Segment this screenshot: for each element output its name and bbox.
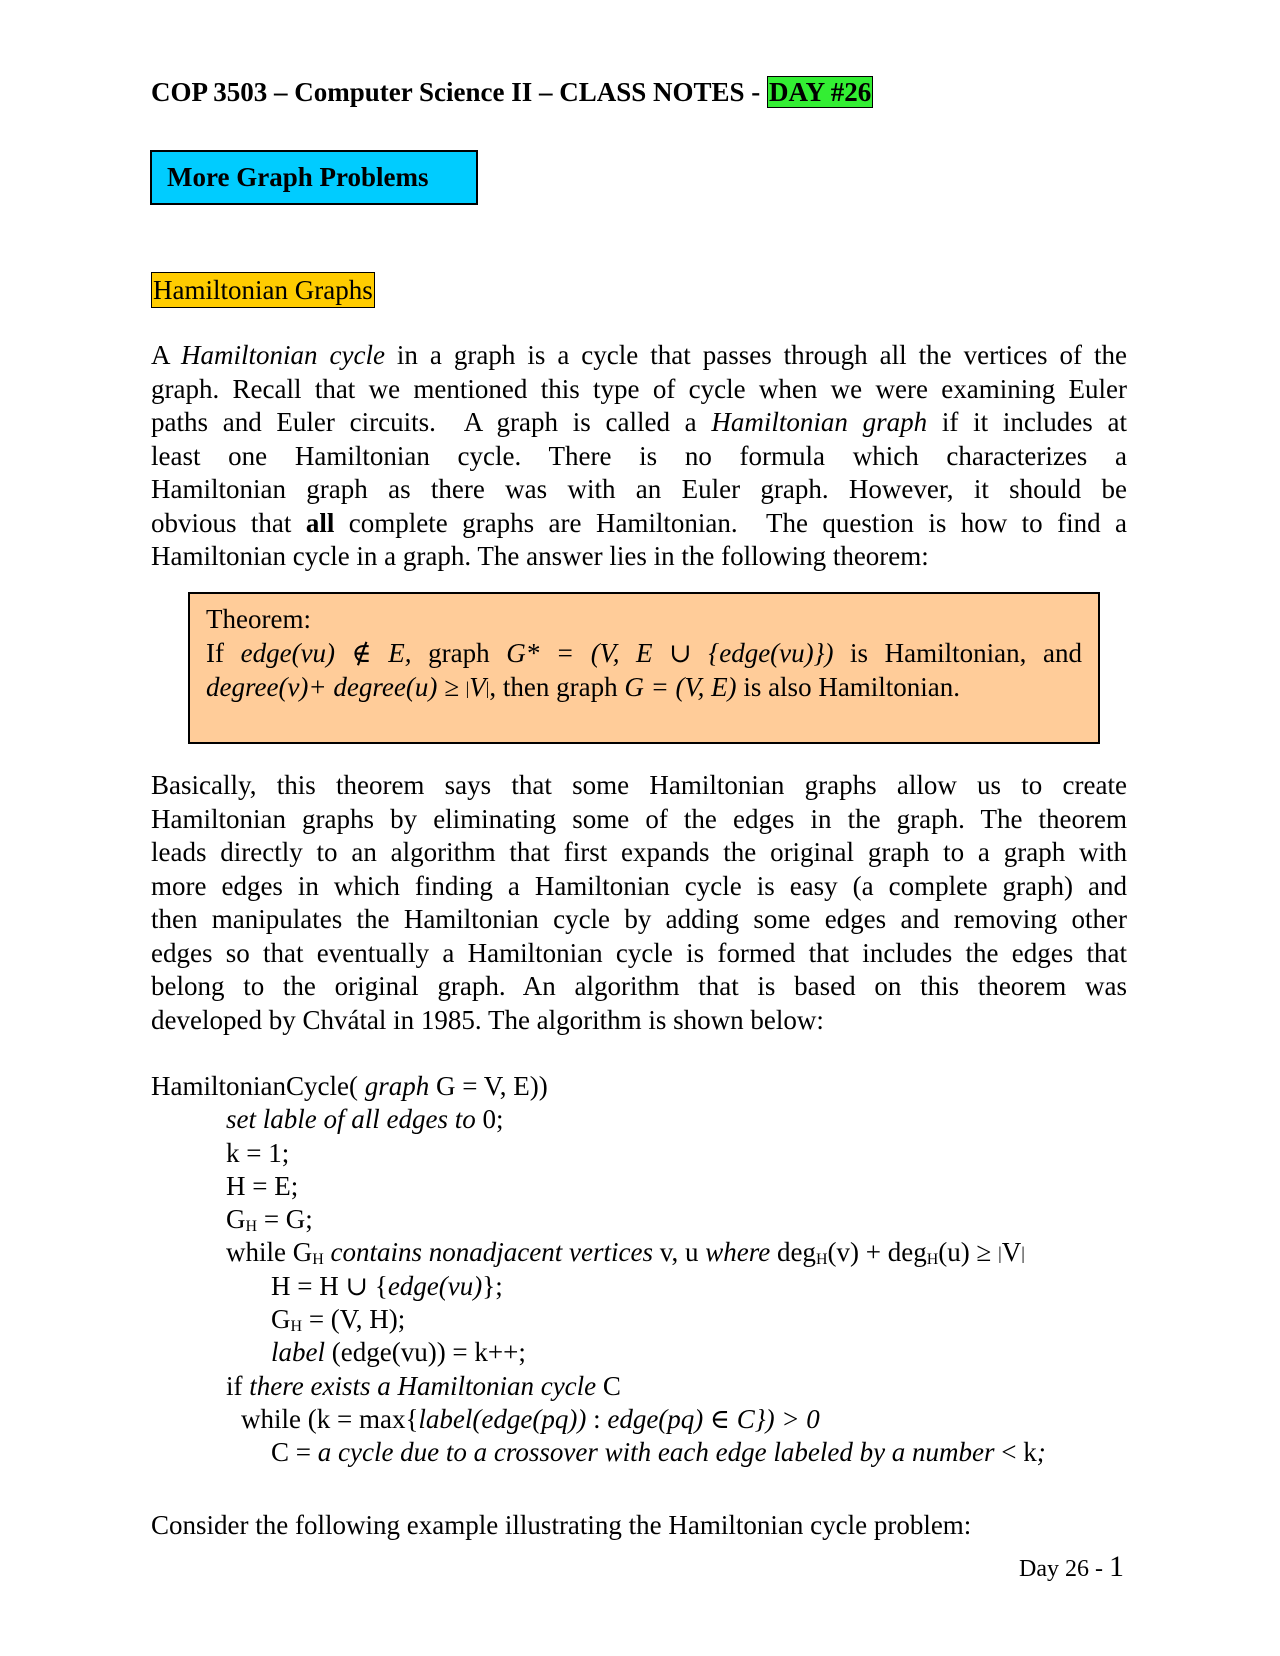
- page-number: 1: [1108, 1550, 1124, 1583]
- theorem-heading: Theorem:: [206, 604, 311, 634]
- closing-sentence: Consider the following example illustrating the Hamiltonian cycle problem:: [151, 1510, 972, 1540]
- theorem-line-2: degree(v)+ degree(u) ≥ |V|, then graph G = (V, E) is also Hamiltonian.: [206, 672, 961, 702]
- course-title: COP 3503 – Computer Science II – CLASS NOTES -: [151, 77, 768, 107]
- intro-paragraph: A Hamiltonian cycle in a graph is a cycle that passes through all the vertices of the graph. Recall that we mentioned this type of cycle when we were examining Euler paths and Euler circuits. A graph is called a Hamiltonian graph if it includes at least one Hamiltonian cycle. There is no formula which characterizes a Hamiltonian graph as there was with an Euler graph. However, it should be obvious that all complete graphs are Hamiltonian. The question is how to find a Hamiltonian cycle in a graph. The answer lies in the following theorem:: [151, 340, 1128, 571]
- explanation-paragraph: Basically, this theorem says that some Hamiltonian graphs allow us to create Hamiltonian graphs by eliminating some of the edges in the graph. The theorem leads directly to an algorithm that first expands the original graph to a graph with more edges in which finding a Hamiltonian cycle is easy (a complete graph) and then manipulates the Hamiltonian cycle by adding some edges and removing other edges so that eventually a Hamiltonian cycle is formed that includes the edges that belong to the original graph. An algorithm that is based on this theorem was developed by Chvátal in 1985. The algorithm is shown below:: [151, 770, 1127, 1035]
- topic-title: More Graph Problems: [150, 150, 478, 205]
- footer-label: Day 26 -: [1019, 1556, 1109, 1582]
- theorem-line-1: If edge(vu) ∉ E, graph G* = (V, E ∪ {edge(vu)}) is Hamiltonian, and: [206, 638, 1083, 668]
- section-heading: Hamiltonian Graphs: [151, 272, 375, 308]
- theorem-box: [188, 592, 1100, 744]
- page-footer: [1019, 1550, 1124, 1586]
- algorithm-pseudocode: HamiltonianCycle( graph G = V, E)) set lable of all edges to 0; k = 1; H = E; $G_H = G$; while $G_H$ contains nonadjacent vertices v, u where deg$_H$(v) + deg$_H$(u) ≥ |V| H = H ∪ {edge(vu)}; $G_H = (V$, H); label (edge(vu)) = k++; if there exists a Hamiltonian cycle C while (k = max{label(edge(pq)) : edge(pq) ∈ C}) > 0 C = a cycle due to a crossover with each edge labeled by a number < k;: [151, 1071, 1046, 1468]
- page-header: [151, 74, 873, 110]
- day-badge: DAY #26: [769, 77, 872, 107]
